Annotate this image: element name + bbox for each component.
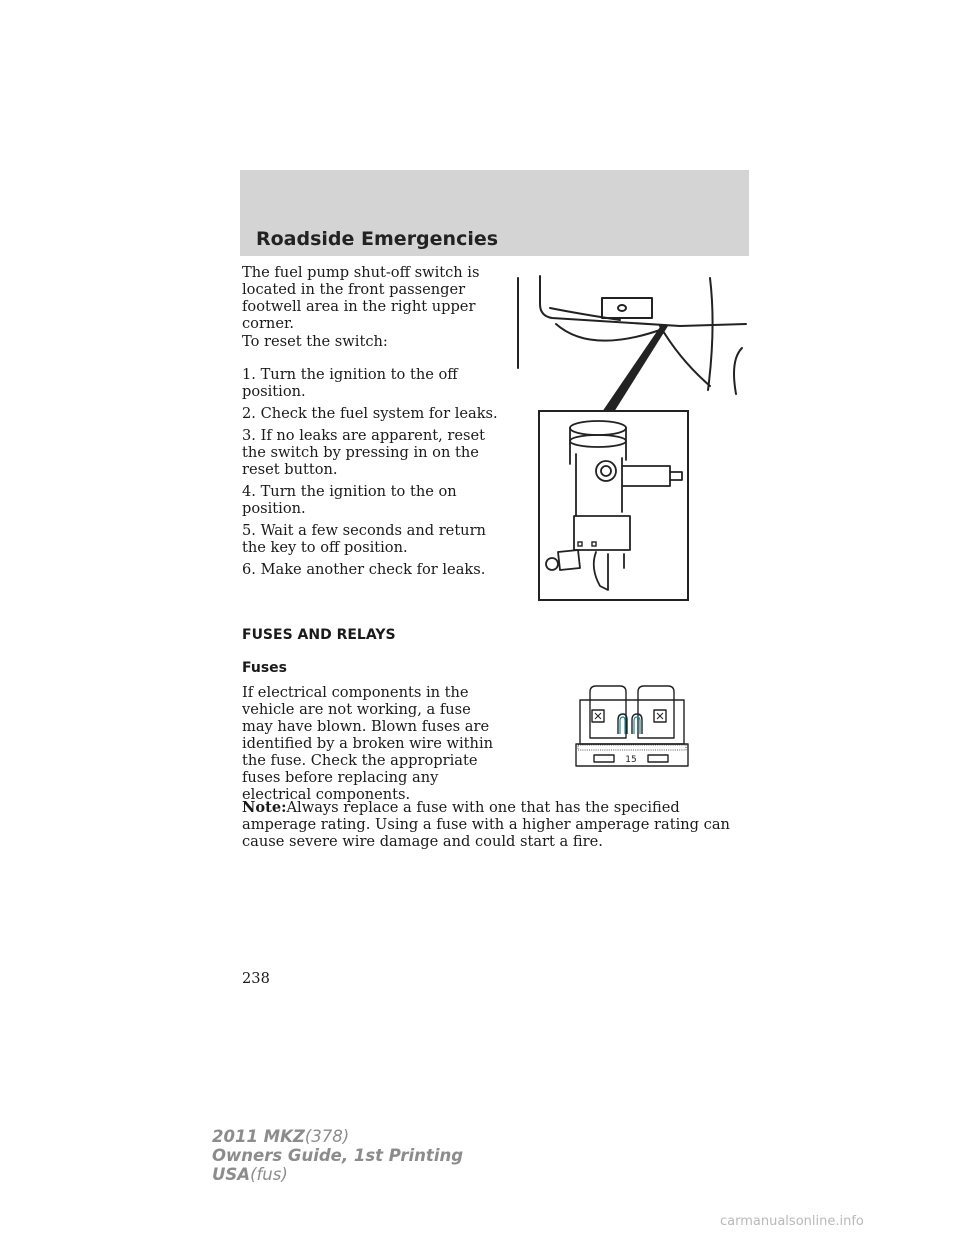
note-paragraph	[242, 799, 752, 850]
step-3: 3. If no leaks are apparent, reset the switch by pressing in on the reset button.	[242, 427, 485, 478]
section-header-band	[240, 170, 749, 256]
footer-model: 2011 MKZ	[212, 1127, 305, 1146]
document-footer	[212, 1127, 463, 1184]
fuse-illustration	[574, 682, 704, 768]
footer-region: USA	[212, 1165, 251, 1184]
step-4: 4. Turn the ignition to the on position.	[242, 483, 457, 517]
footer-region-code: (fus)	[250, 1165, 288, 1184]
step-1: 1. Turn the ignition to the off position.	[242, 366, 458, 400]
footer-region-line	[212, 1165, 463, 1184]
note-label: Note:	[242, 799, 287, 816]
fuel-pump-switch-illustration	[510, 268, 750, 604]
page-number: 238	[242, 970, 270, 987]
step-5: 5. Wait a few seconds and return the key to off position.	[242, 522, 486, 556]
step-2: 2. Check the fuel system for leaks.	[242, 405, 498, 422]
note-text: Always replace a fuse with one that has the specified amperage rating. Using a fuse with a higher amperage rating can cause severe wire damage and could start a fire.	[242, 799, 730, 850]
footer-model-line	[212, 1127, 463, 1146]
fuses-paragraph: If electrical components in the vehicle are not working, a fuse may have blown. Blown fuses are identified by a broken wire within the fuse. Check the appropriate fuses before replacing any electrical components.	[242, 684, 494, 803]
footer-guide: Owners Guide, 1st Printing	[212, 1146, 464, 1165]
sub-heading: Fuses	[242, 660, 287, 676]
intro-paragraph: The fuel pump shut-off switch is located in the front passenger footwell area in the right upper corner.	[242, 264, 480, 332]
footer-model-code: (378)	[304, 1127, 350, 1146]
step-6: 6. Make another check for leaks.	[242, 561, 486, 578]
section-heading: FUSES AND RELAYS	[242, 627, 396, 643]
reset-intro: To reset the switch:	[242, 333, 388, 350]
fuse-rating-label: 15	[625, 755, 637, 765]
section-title: Roadside Emergencies	[256, 228, 499, 250]
watermark: carmanualsonline.info	[720, 1214, 864, 1229]
